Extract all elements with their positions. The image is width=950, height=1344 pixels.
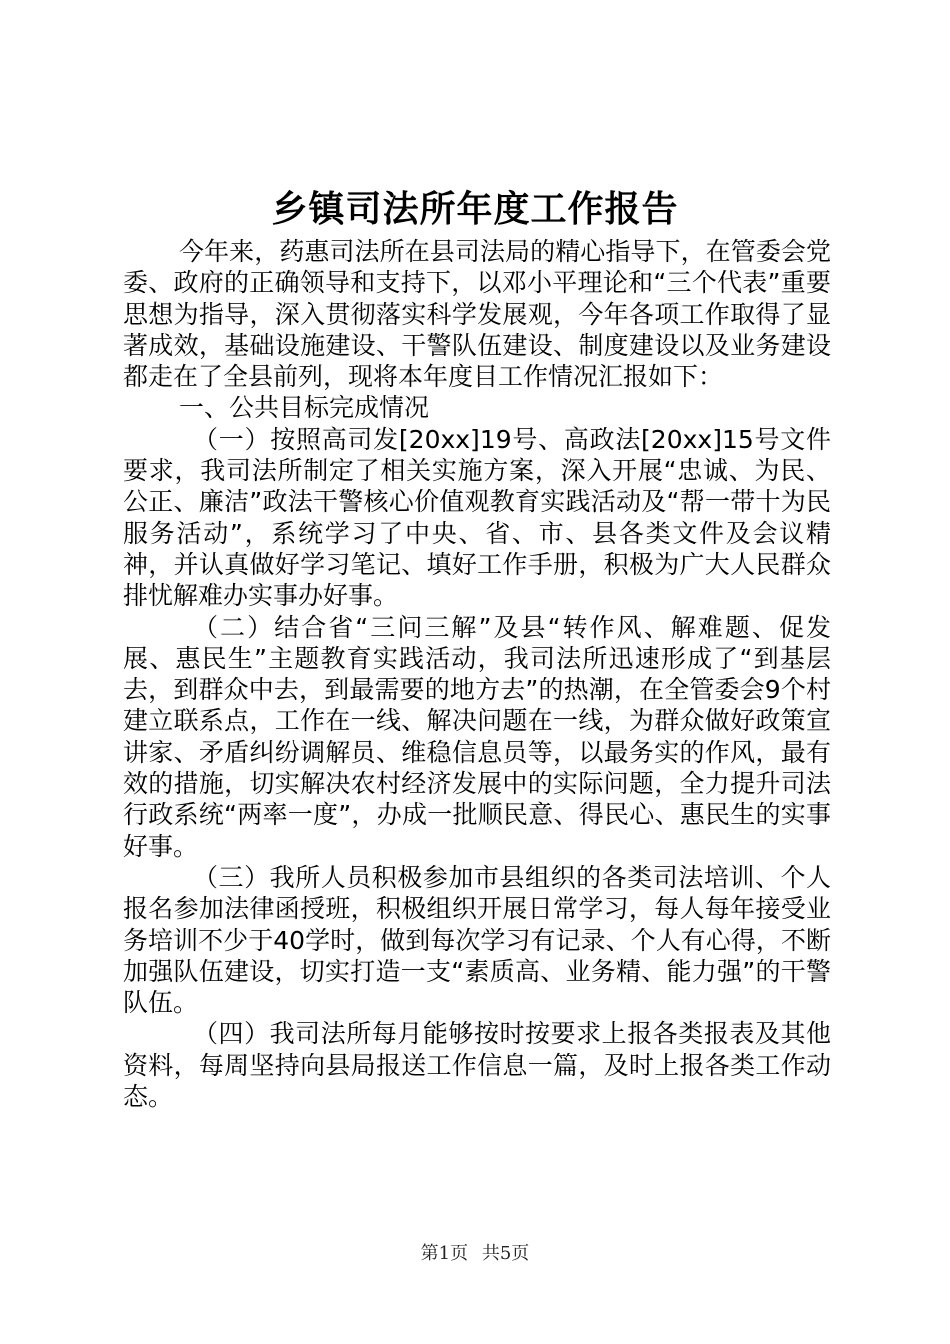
paragraph-item-1: （一）按照高司发[20xx]19号、高政法[20xx]15号文件要求，我司法所制定了相关实施方案，深入开展“忠诚、为民、公正、廉洁”政法干警核心价值观教育实践活动及“帮一带十为民服务活动”，系统学习了中央、省、市、县各类文件及会议精神，并认真做好学习笔记、填好工作手册，积极为广大人民群众排忧解难办实事办好事。 — [123, 424, 831, 611]
document-body — [123, 236, 831, 1112]
section-heading: 一、公共目标完成情况 — [179, 393, 430, 423]
document-title: 乡镇司法所年度工作报告 — [271, 189, 679, 230]
paragraph-item-3: （三）我所人员积极参加市县组织的各类司法培训、个人报名参加法律函授班，积极组织开展日常学习，每人每年接受业务培训不少于40学时，做到每次学习有记录、个人有心得，不断加强队伍建设，切实打造一支“素质高、业务精、能力强”的干警队伍。 — [123, 862, 831, 1018]
paragraph-item-2: （二）结合省“三问三解”及县“转作风、解难题、促发展、惠民生”主题教育实践活动，我司法所迅速形成了“到基层去，到群众中去，到最需要的地方去”的热潮，在全管委会9个村建立联系点，工作在一线、解决问题在一线，为群众做好政策宣讲家、矛盾纠纷调解员、维稳信息员等，以最务实的作风，最有效的措施，切实解决农村经济发展中的实际问题，全力提升司法行政系统“两率一度”，办成一批顺民意、得民心、惠民生的实事好事。 — [123, 612, 831, 861]
page-footer — [0, 1242, 950, 1266]
intro-paragraph: 今年来，药惠司法所在县司法局的精心指导下，在管委会党委、政府的正确领导和支持下，以邓小平理论和“三个代表”重要思想为指导，深入贯彻落实科学发展观，今年各项工作取得了显著成效，基础设施建设、干警队伍建设、制度建设以及业务建设都走在了全县前列，现将本年度目工作情况汇报如下： — [123, 237, 831, 392]
page-number: 第1页 — [420, 1243, 469, 1264]
page-total: 共5页 — [481, 1243, 530, 1264]
paragraph-item-4: （四）我司法所每月能够按时按要求上报各类报表及其他资料，每周坚持向县局报送工作信息一篇，及时上报各类工作动态。 — [123, 1019, 831, 1112]
